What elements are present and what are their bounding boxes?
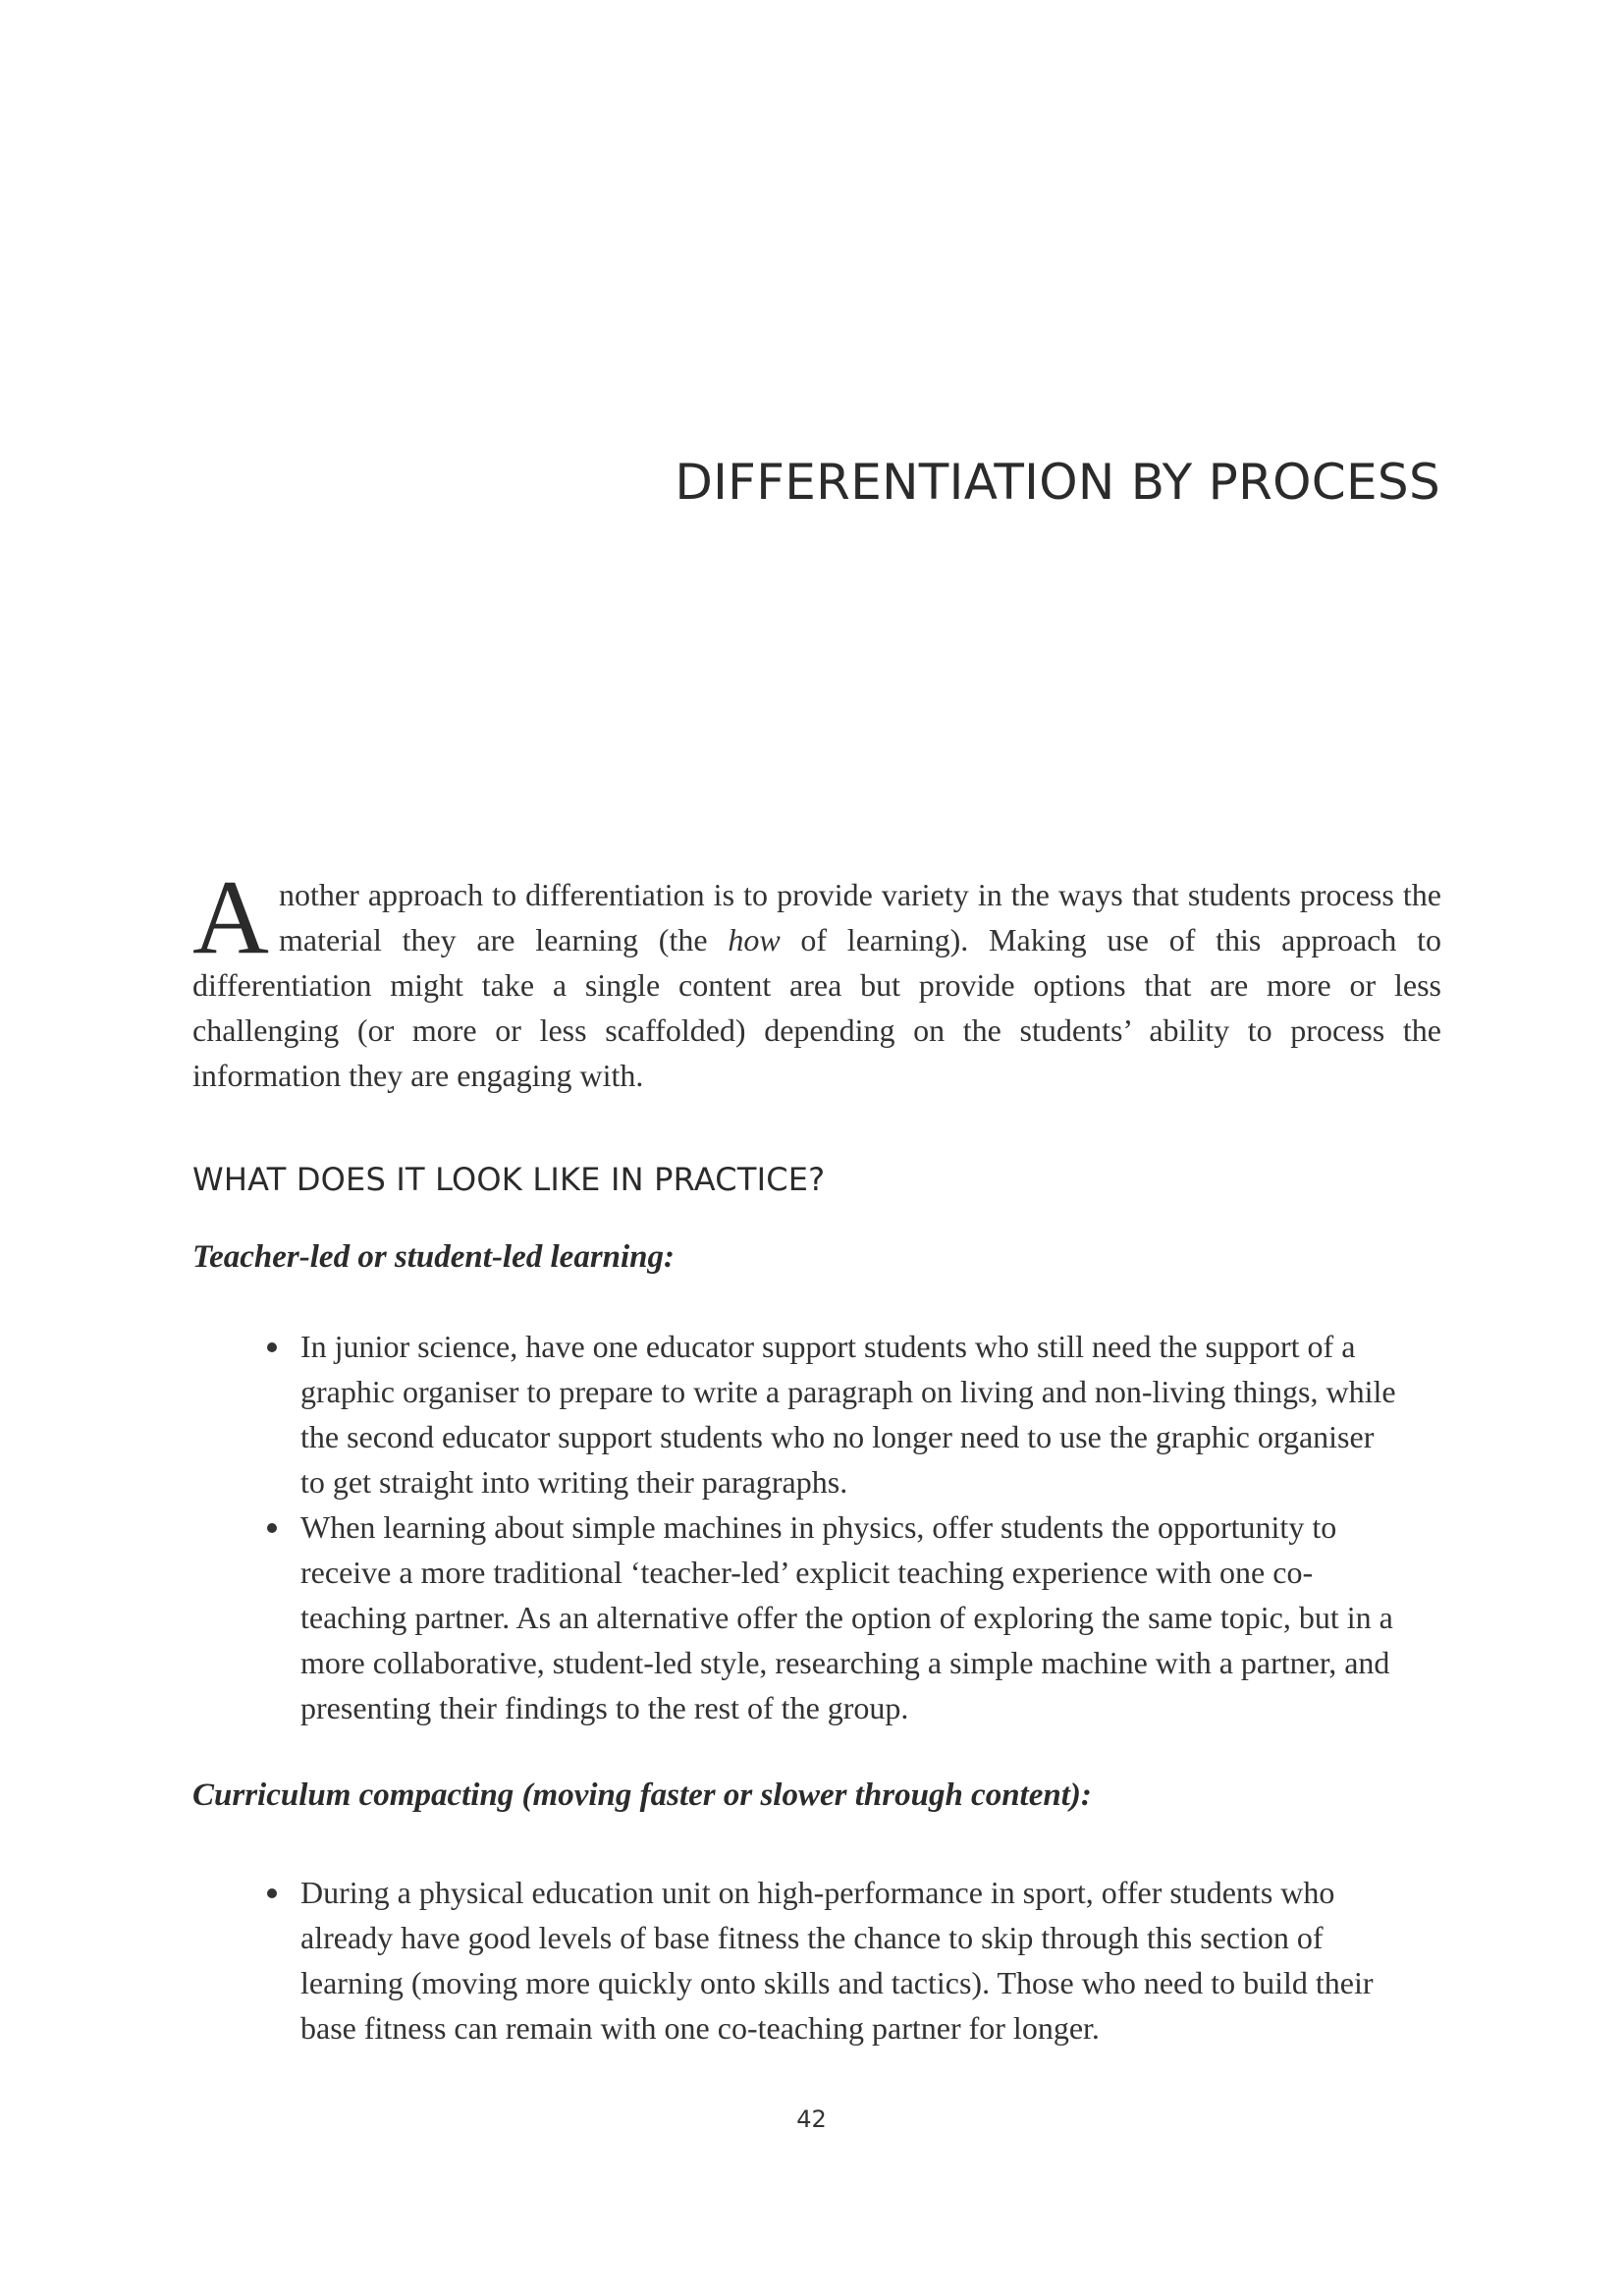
list-item <box>267 1504 1396 1730</box>
bullet-list-curriculum-compacting <box>267 1870 1396 2050</box>
list-item-text: During a physical education unit on high-performance in sport, offer students who already have good levels of base fitness the chance to skip through this section of learning (moving more quickly onto skills and tactics). Those who need to build their base fitness can remain with one co-teaching partner for longer. <box>300 1875 1374 2046</box>
intro-text-part-2: of learning). Making use of this approach to differentiation might take a single content area but provide options that are more or less challenging (or more or less scaffolded) depending on the students’ ability to process the information they are engaging with. <box>192 922 1442 1093</box>
page-number: 42 <box>796 2105 827 2133</box>
bullet-list-teacher-led <box>267 1324 1396 1730</box>
list-item <box>267 1870 1396 2050</box>
intro-text-part-1: nother approach to differentiation is to provide variety in the ways that students process the material they are learning (the <box>279 877 1441 957</box>
chapter-title: DIFFERENTIATION BY PROCESS <box>675 454 1440 511</box>
subheading-curriculum-compacting: Curriculum compacting (moving faster or slower through content): <box>192 1777 1092 1813</box>
subheading-teacher-led: Teacher-led or student-led learning: <box>192 1239 676 1275</box>
drop-cap: A <box>192 859 269 976</box>
section-heading: WHAT DOES IT LOOK LIKE IN PRACTICE? <box>192 1161 826 1198</box>
intro-emphasis: how <box>728 922 781 957</box>
intro-paragraph <box>192 859 1442 1098</box>
bullet-dot-icon <box>267 1342 277 1352</box>
list-item-text: In junior science, have one educator support students who still need the support of a graphic organiser to prepare to write a paragraph on living and non-living things, while the second educator support students who no longer need to use the graphic organiser to get straight into writing their paragraphs. <box>300 1329 1396 1500</box>
bullet-dot-icon <box>267 1888 277 1898</box>
list-item <box>267 1324 1396 1504</box>
bullet-dot-icon <box>267 1523 277 1533</box>
list-item-text: When learning about simple machines in physics, offer students the opportunity to receive a more traditional ‘teacher-led’ explicit teaching experience with one co-teaching partner. As an alternative offer the option of exploring the same topic, but in a more collaborative, student-led style, researching a simple machine with a partner, and presenting their findings to the rest of the group. <box>300 1509 1393 1725</box>
